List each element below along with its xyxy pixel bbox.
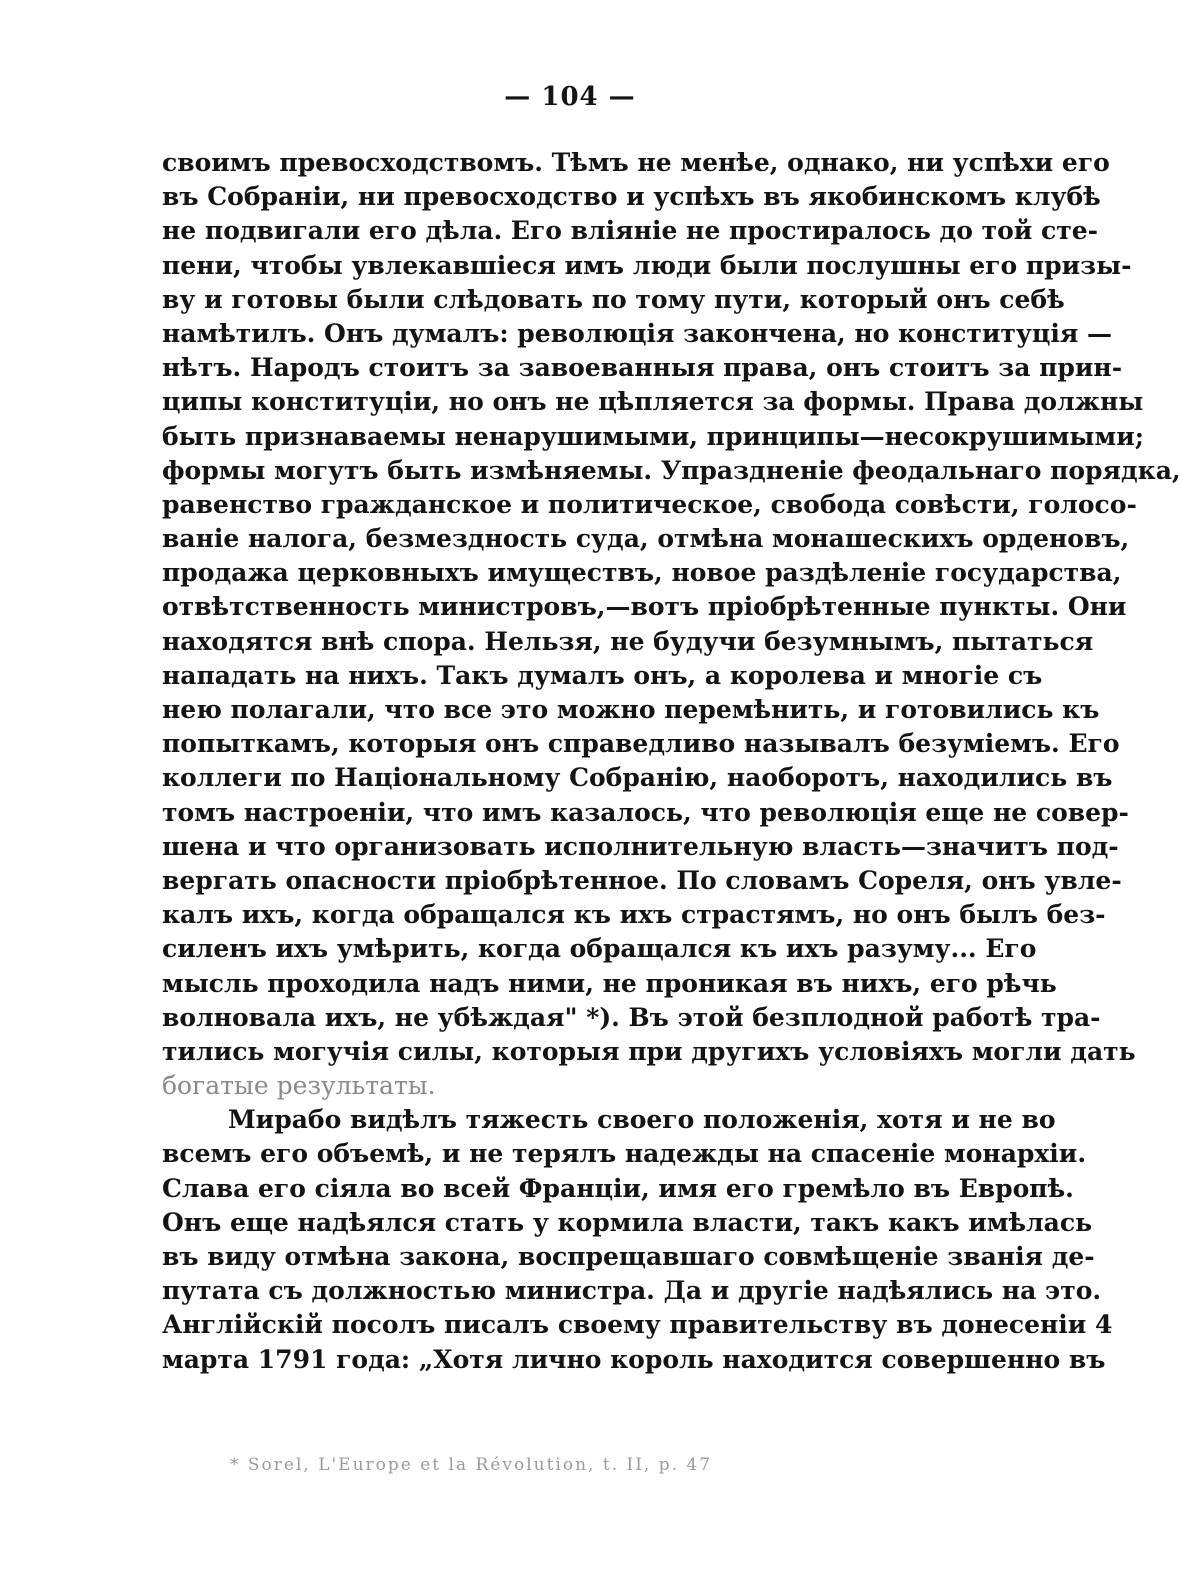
text-line: всемъ его объемѣ, и не терялъ надежды на спасеніе монархіи. xyxy=(162,1139,1087,1169)
text-line: въ Собраніи, ни превосходство и успѣхъ въ якобинскомъ клубѣ xyxy=(162,182,1101,212)
text-line: въ виду отмѣна закона, воспрещавшаго совмѣщеніе званія де- xyxy=(162,1242,1095,1271)
text-line: Слава его сіяла во всей Франціи, имя его гремѣло въ Европѣ. xyxy=(162,1173,1074,1203)
text-line: калъ ихъ, когда обращался къ ихъ страстямъ, но онъ былъ без- xyxy=(162,900,1106,930)
text-line: коллеги по Національному Собранію, наоборотъ, находились въ xyxy=(162,763,1113,793)
text-line: своимъ превосходствомъ. Тѣмъ не менѣе, однако, ни успѣхи его xyxy=(162,148,1110,177)
text-line: намѣтилъ. Онъ думалъ: революція закончена, но конституція — xyxy=(162,318,1113,348)
paragraph-2 xyxy=(162,1103,1113,1377)
text-line: отвѣтственность министровъ,—вотъ пріобрѣтенные пункты. Они xyxy=(162,592,1127,622)
text-line: богатые результаты. xyxy=(162,1071,436,1101)
text-line: тились могучія силы, которыя при другихъ условіяхъ могли дать xyxy=(162,1036,1136,1066)
text-line: формы могутъ быть измѣняемы. Упраздненіе феодальнаго порядка, xyxy=(162,455,1181,485)
text-line: равенство гражданское и политическое, свобода совѣсти, голосо- xyxy=(162,489,1137,519)
text-line: мысль проходила надъ ними, не проникая въ нихъ, его рѣчь xyxy=(162,968,1057,998)
text-line: продажа церковныхъ имуществъ, новое раздѣленіе государства, xyxy=(162,558,1122,588)
text-line: нею полагали, что все это можно перемѣнить, и готовились къ xyxy=(162,695,1100,724)
text-line: находятся внѣ спора. Нельзя, не будучи безумнымъ, пытаться xyxy=(162,626,1094,656)
text-line: нападать на нихъ. Такъ думалъ онъ, а королева и многіе съ xyxy=(162,660,1043,690)
text-line: силенъ ихъ умѣрить, когда обращался къ ихъ разуму... Его xyxy=(162,934,1037,964)
text-line: ву и готовы были слѣдовать по тому пути, который онъ себѣ xyxy=(162,284,1065,314)
text-line: ципы конституціи, но онъ не цѣпляется за формы. Права должны xyxy=(162,387,1144,417)
page-number: — 104 — xyxy=(504,82,636,112)
text-line: ваніе налога, безмездность суда, отмѣна монашескихъ орденовъ, xyxy=(162,524,1130,554)
paragraph-1 xyxy=(162,146,1181,1103)
text-line: Онъ еще надѣялся стать у кормила власти, такъ какъ имѣлась xyxy=(162,1207,1093,1237)
text-line: марта 1791 года: „Хотя лично король находится совершенно въ xyxy=(162,1344,1106,1374)
footnote: * Sorel, L'Europe et la Révolution, t. II, p. 47 xyxy=(230,1455,713,1475)
text-line: быть признаваемы ненарушимыми, принципы—несокрушимыми; xyxy=(162,421,1144,451)
text-line: не подвигали его дѣла. Его вліяніе не простиралось до той сте- xyxy=(162,216,1098,246)
text-line: попыткамъ, которыя онъ справедливо называлъ безуміемъ. Его xyxy=(162,729,1120,759)
text-line: пени, чтобы увлекавшіеся имъ люди были послушны его призы- xyxy=(162,250,1132,280)
text-line: томъ настроеніи, что имъ казалось, что революція еще не совер- xyxy=(162,797,1129,827)
text-line: шена и что организовать исполнительную власть—значитъ под- xyxy=(162,831,1119,861)
text-line: Англійскій посолъ писалъ своему правительству въ донесеніи 4 xyxy=(162,1310,1113,1340)
text-line: путата съ должностью министра. Да и другіе надѣялись на это. xyxy=(162,1276,1102,1306)
text-line: Мирабо видѣлъ тяжесть своего положенія, хотя и не во xyxy=(228,1105,1056,1135)
text-line: волновала ихъ, не убѣждая" *). Въ этой безплодной работѣ тра- xyxy=(162,1002,1101,1032)
text-line: нѣтъ. Народъ стоитъ за завоеванныя права, онъ стоитъ за прин- xyxy=(162,353,1123,383)
text-line: вергать опасности пріобрѣтенное. По словамъ Сореля, онъ увле- xyxy=(162,865,1122,895)
body-text xyxy=(162,146,1181,1377)
